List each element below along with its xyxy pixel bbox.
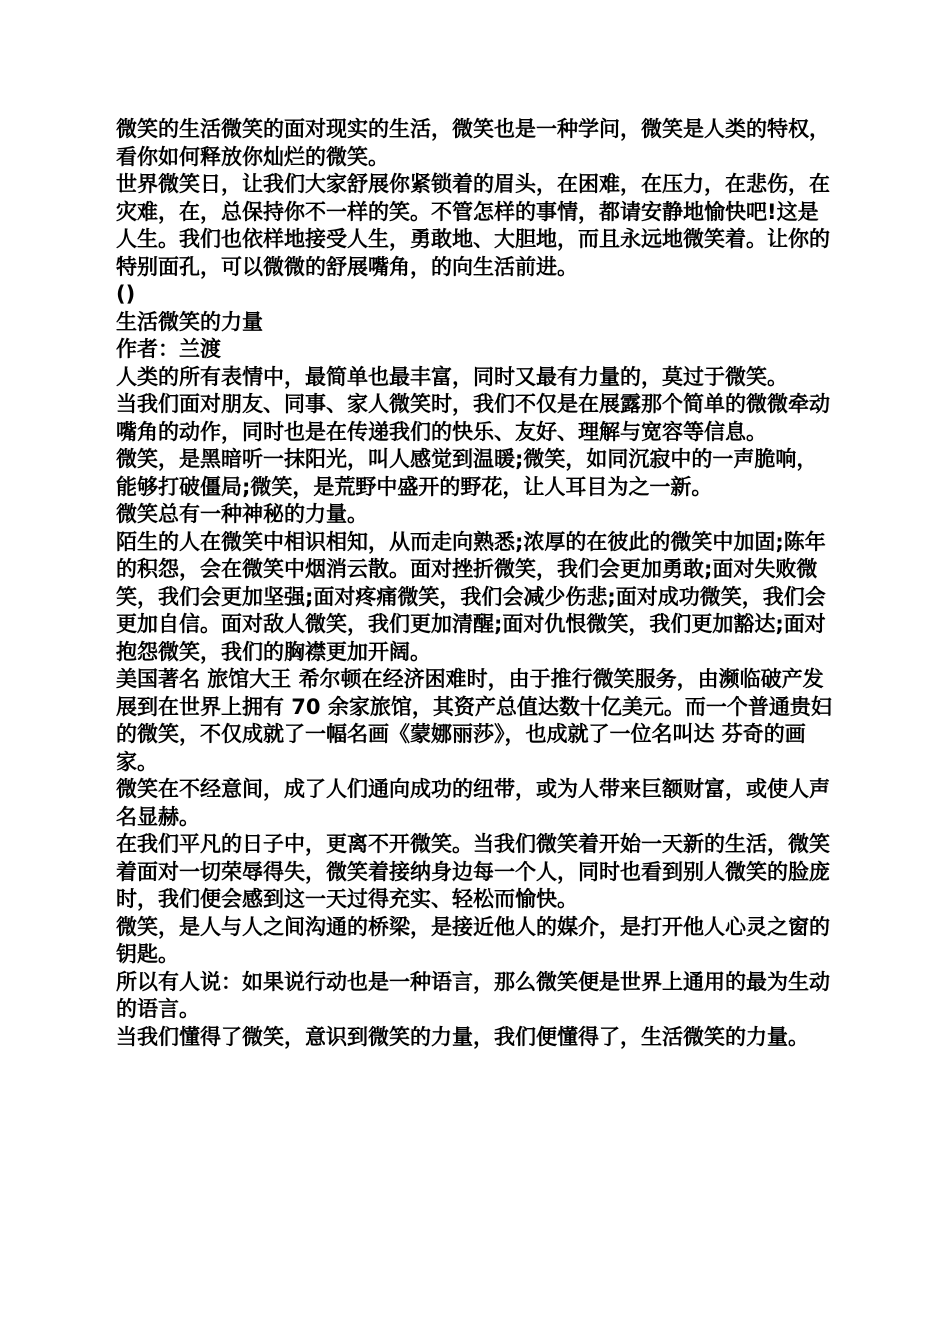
paragraph-strangers: 陌生的人在微笑中相识相知，从而走向熟悉;浓厚的在彼此的微笑中加固;陈年的积怨，会在微笑中烟消云散。面对挫折微笑，我们会更加勇敢;面对失败微笑，我们会更加坚强;面对疼痛微笑，我们会减少伤悲;面对成功微笑，我们会更加自信。面对敌人微笑，我们更加清醒;面对仇恨微笑，我们更加豁达;面对抱怨微笑，我们的胸襟更加开阔。 (116, 529, 826, 664)
paragraph-smile-day: 世界微笑日，让我们大家舒展你紧锁着的眉头，在困难，在压力，在悲伤，在灾难，在，总保持你不一样的笑。不管怎样的事情，都请安静地愉快吧!这是人生。我们也依样地接受人生，勇敢地、大胆地，而且永远地微笑着。让你的特别面孔，可以微微的舒展嘴角，的向生活前进。 (116, 172, 830, 279)
paragraph-parentheses: () (116, 282, 136, 306)
article-title: 生活微笑的力量 (116, 309, 263, 334)
paragraph-mysterious-power: 微笑总有一种神秘的力量。 (116, 502, 368, 526)
paragraph-bridge: 微笑，是人与人之间沟通的桥梁，是接近他人的媒介，是打开他人心灵之窗的钥匙。 (116, 914, 830, 966)
article-author: 作者：兰渡 (116, 337, 221, 361)
document-body (116, 116, 836, 1051)
paragraph-daily-life: 在我们平凡的日子中，更离不开微笑。当我们微笑着开始一天新的生活，微笑着面对一切荣辱得失，微笑着接纳身边每一个人，同时也看到别人微笑的脸庞时，我们便会感到这一天过得充实、轻松而愉快。 (116, 832, 830, 911)
paragraph-intro: 微笑的生活微笑的面对现实的生活，微笑也是一种学问，微笑是人类的特权，看你如何释放你灿烂的微笑。 (116, 117, 830, 169)
paragraph-language: 所以有人说：如果说行动也是一种语言，那么微笑便是世界上通用的最为生动的语言。 (116, 969, 830, 1021)
paragraph-hilton: 美国著名 旅馆大王 希尔顿在经济困难时，由于推行微笑服务，由濒临破产发展到在世界上拥有 70 余家旅馆，其资产总值达数十亿美元。而一个普通贵妇的微笑，不仅成就了一幅名画《蒙娜丽莎》，也成就了一位名叫达 芬奇的画家。 (116, 667, 832, 774)
paragraph-sunlight: 微笑，是黑暗听一抹阳光，叫人感觉到温暖;微笑，如同沉寂中的一声脆响，能够打破僵局;微笑，是荒野中盛开的野花，让人耳目为之一新。 (116, 447, 818, 499)
paragraph-success: 微笑在不经意间，成了人们通向成功的纽带，或为人带来巨额财富，或使人声名显赫。 (116, 777, 830, 829)
paragraph-friends: 当我们面对朋友、同事、家人微笑时，我们不仅是在展露那个简单的微微牵动嘴角的动作，同时也是在传递我们的快乐、友好、理解与宽容等信息。 (116, 392, 830, 444)
paragraph-conclusion: 当我们懂得了微笑，意识到微笑的力量，我们便懂得了，生活微笑的力量。 (116, 1024, 809, 1049)
paragraph-expressions: 人类的所有表情中，最简单也最丰富，同时又最有力量的，莫过于微笑。 (116, 364, 788, 389)
